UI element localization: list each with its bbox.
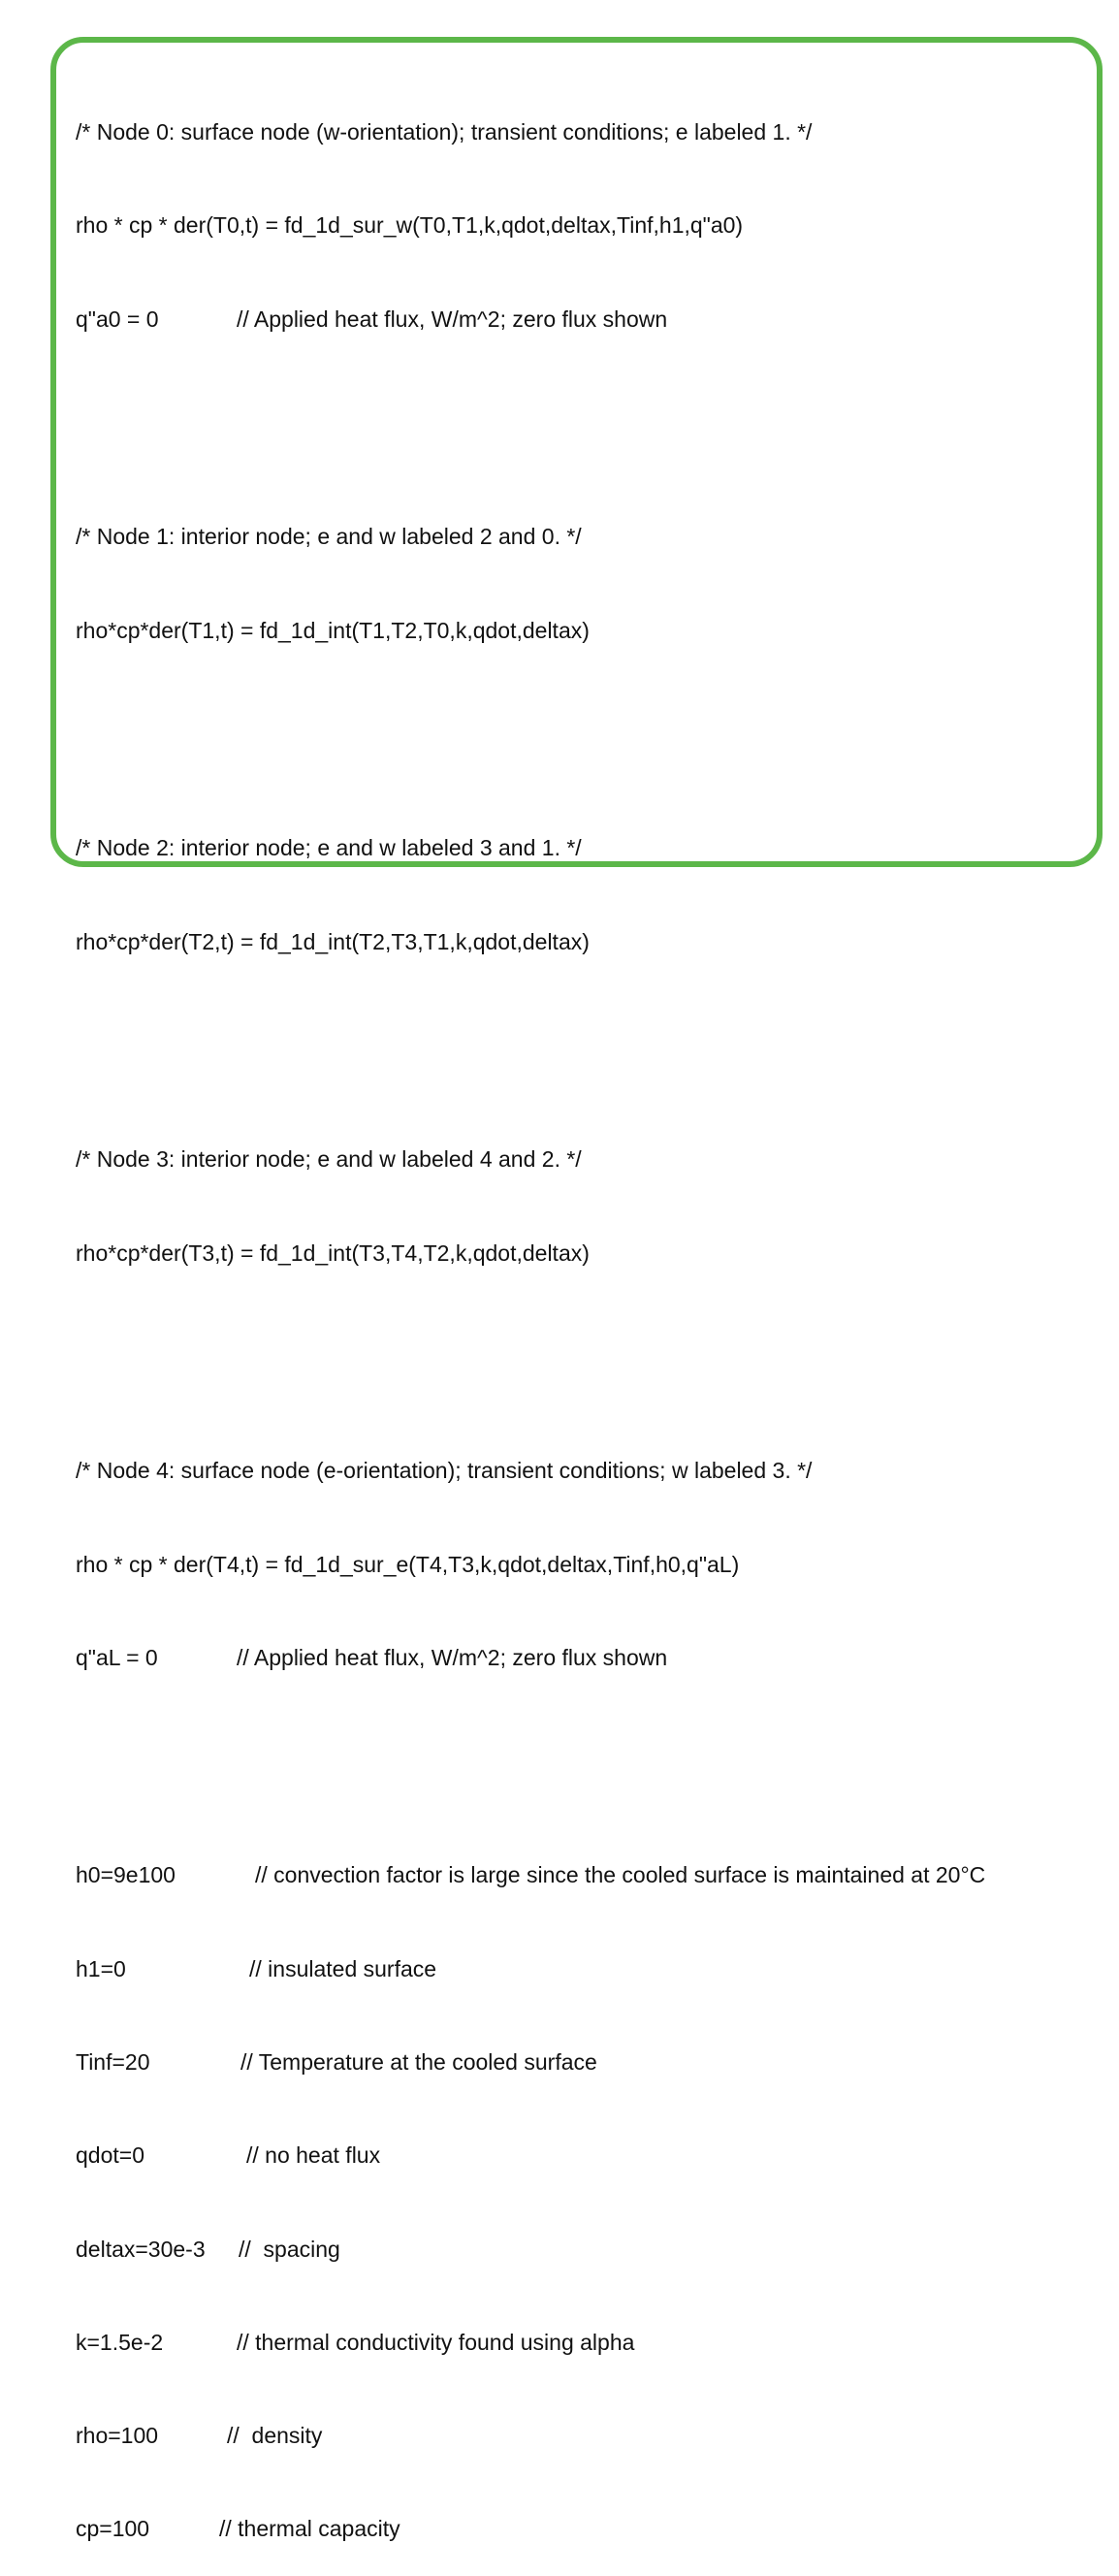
node3-equation: rho*cp*der(T3,t) = fd_1d_int(T3,T4,T2,k,qdot,deltax) (76, 1240, 590, 1266)
param-tinf: Tinf=20 // Temperature at the cooled surface (76, 2049, 597, 2075)
param-qdot: qdot=0 // no heat flux (76, 2142, 381, 2169)
param-cp: cp=100 // thermal capacity (76, 2516, 400, 2542)
param-h0: h0=9e100 // convection factor is large since the cooled surface is maintained at 20°C (76, 1862, 986, 1888)
node1-comment: /* Node 1: interior node; e and w labeled 2 and 0. */ (76, 524, 582, 550)
blank-line (76, 1735, 1108, 1766)
code-block (76, 54, 1108, 2576)
node0-flux-code: q"a0 = 0 (76, 306, 159, 332)
blank-line (76, 1019, 1108, 1050)
node2-equation: rho*cp*der(T2,t) = fd_1d_int(T2,T3,T1,k,qdot,deltax) (76, 928, 590, 954)
node0-flux-line (76, 304, 1108, 335)
node0-flux-comment: // Applied heat flux, W/m^2; zero flux shown (237, 306, 668, 332)
node4-flux-code: q"aL = 0 (76, 1644, 158, 1670)
node0-comment: /* Node 0: surface node (w-orientation); transient conditions; e labeled 1. */ (76, 119, 813, 145)
param-rho: rho=100 // density (76, 2423, 323, 2449)
param-deltax: deltax=30e-3 // spacing (76, 2236, 340, 2262)
param-h1: h1=0 // insulated surface (76, 1955, 437, 1981)
param-k: k=1.5e-2 // thermal conductivity found using alpha (76, 2329, 635, 2355)
node4-equation: rho * cp * der(T4,t) = fd_1d_sur_e(T4,T3,k,qdot,deltax,Tinf,h0,q"aL) (76, 1551, 740, 1577)
node1-equation: rho*cp*der(T1,t) = fd_1d_int(T1,T2,T0,k,qdot,deltax) (76, 617, 590, 643)
node4-comment: /* Node 4: surface node (e-orientation); transient conditions; w labeled 3. */ (76, 1458, 813, 1484)
node2-comment: /* Node 2: interior node; e and w labeled 3 and 1. */ (76, 835, 582, 861)
node4-flux-comment: // Applied heat flux, W/m^2; zero flux shown (237, 1644, 668, 1670)
node4-flux-line (76, 1642, 1108, 1673)
node0-equation: rho * cp * der(T0,t) = fd_1d_sur_w(T0,T1,k,qdot,deltax,Tinf,h1,q"a0) (76, 212, 744, 239)
blank-line (76, 397, 1108, 428)
blank-line (76, 1331, 1108, 1362)
node3-comment: /* Node 3: interior node; e and w labeled 4 and 2. */ (76, 1146, 582, 1173)
blank-line (76, 708, 1108, 739)
